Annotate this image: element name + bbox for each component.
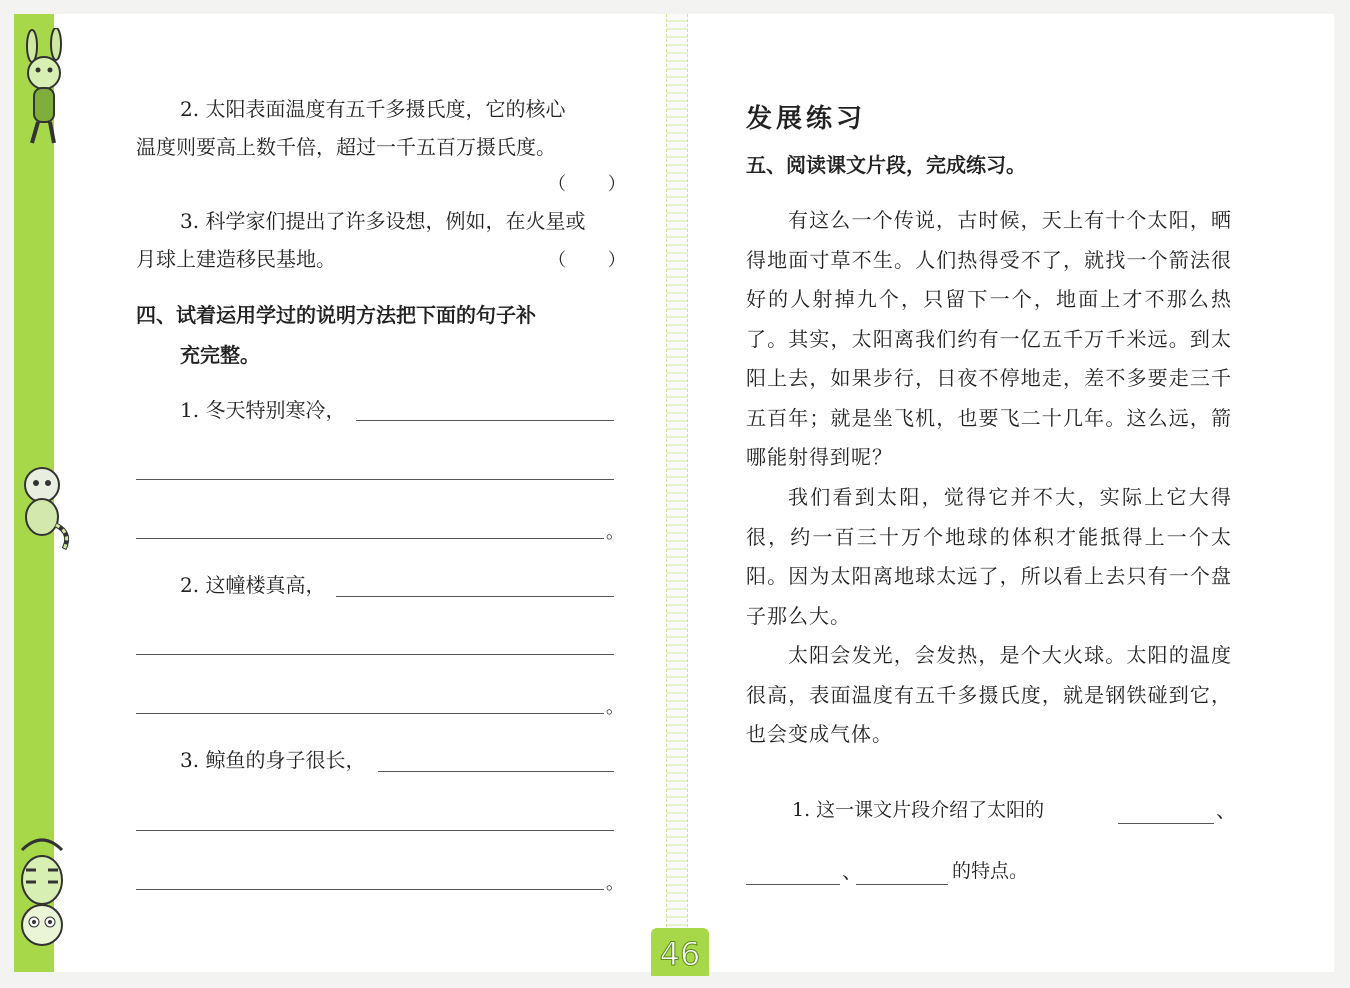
exercise-1-blank-3[interactable] [856,884,948,885]
exercise-1-blank-1[interactable] [1118,823,1214,824]
item-3-blank-2[interactable] [136,830,614,831]
page-number: 46 [651,928,709,976]
question-3-line-2: 月球上建造移民基地。 [136,247,336,271]
cat-mascot-icon [14,455,76,555]
section-heading: 发展练习 [746,104,867,134]
item-1-prompt: 1. 冬天特别寒冷， [180,398,346,422]
section-4-title-line-2: 充完整。 [180,343,260,367]
exercise-1-prompt: 1. 这一课文片段介绍了太阳的 [792,799,1045,821]
rabbit-mascot-icon [14,28,74,148]
item-1-blank-2[interactable] [136,479,614,480]
item-3-period: 。 [606,873,624,894]
section-5-title: 五、阅读课文片段，完成练习。 [746,153,1026,177]
answer-parentheses-2[interactable]: （ ） [548,174,644,195]
question-3-line-1: 3. 科学家们提出了许多设想，例如，在火星或 [180,209,586,233]
exercise-1-blank-2[interactable] [746,884,840,885]
book-spine [666,14,688,972]
passage-paragraph-3: 太阳会发光，会发热，是个大火球。太阳的温度很高，表面温度有五千多摄氏度，就是钢铁碰到它，也会变成气体。 [746,643,1232,746]
exercise-1-separator-1: 、 [1216,798,1236,822]
passage-paragraph-2: 我们看到太阳，觉得它并不大，实际上它大得很，约一百三十万个地球的体积才能抵得上一个太阳。因为太阳离地球太远了，所以看上去只有一个盘子那么大。 [746,485,1232,628]
item-1-blank-3[interactable] [136,538,604,539]
item-3-prompt: 3. 鲸鱼的身子很长， [180,748,366,772]
item-2-period: 。 [606,697,624,718]
item-2-blank-1[interactable] [336,596,614,597]
item-1-period: 。 [606,522,624,543]
exercise-1-suffix: 的特点。 [952,860,1029,882]
tiger-mascot-icon [12,830,74,960]
item-2-blank-3[interactable] [136,713,604,714]
item-2-blank-2[interactable] [136,654,614,655]
question-2-line-1: 2. 太阳表面温度有五千多摄氏度，它的核心 [180,97,566,121]
question-2-line-2: 温度则要高上数千倍，超过一千五百万摄氏度。 [136,135,556,159]
item-3-blank-3[interactable] [136,889,604,890]
section-4-title-line-1: 四、试着运用学过的说明方法把下面的句子补 [136,303,536,327]
item-1-blank-1[interactable] [356,420,614,421]
passage-paragraph-1: 有这么一个传说，古时候，天上有十个太阳，晒得地面寸草不生。人们热得受不了，就找一个箭法很好的人射掉九个，只留下一个，地面上才不那么热了。其实，太阳离我们约有一亿五千万千米远。到太阳上去，如果步行，日夜不停地走，差不多要走三千五百年；就是坐飞机，也要飞二十几年。这么远，箭哪能射得到呢？ [746,208,1232,469]
item-2-prompt: 2. 这幢楼真高， [180,573,326,597]
answer-parentheses-3[interactable]: （ ） [548,250,644,271]
exercise-1-separator-2: 、 [842,859,862,883]
item-3-blank-1[interactable] [378,771,614,772]
